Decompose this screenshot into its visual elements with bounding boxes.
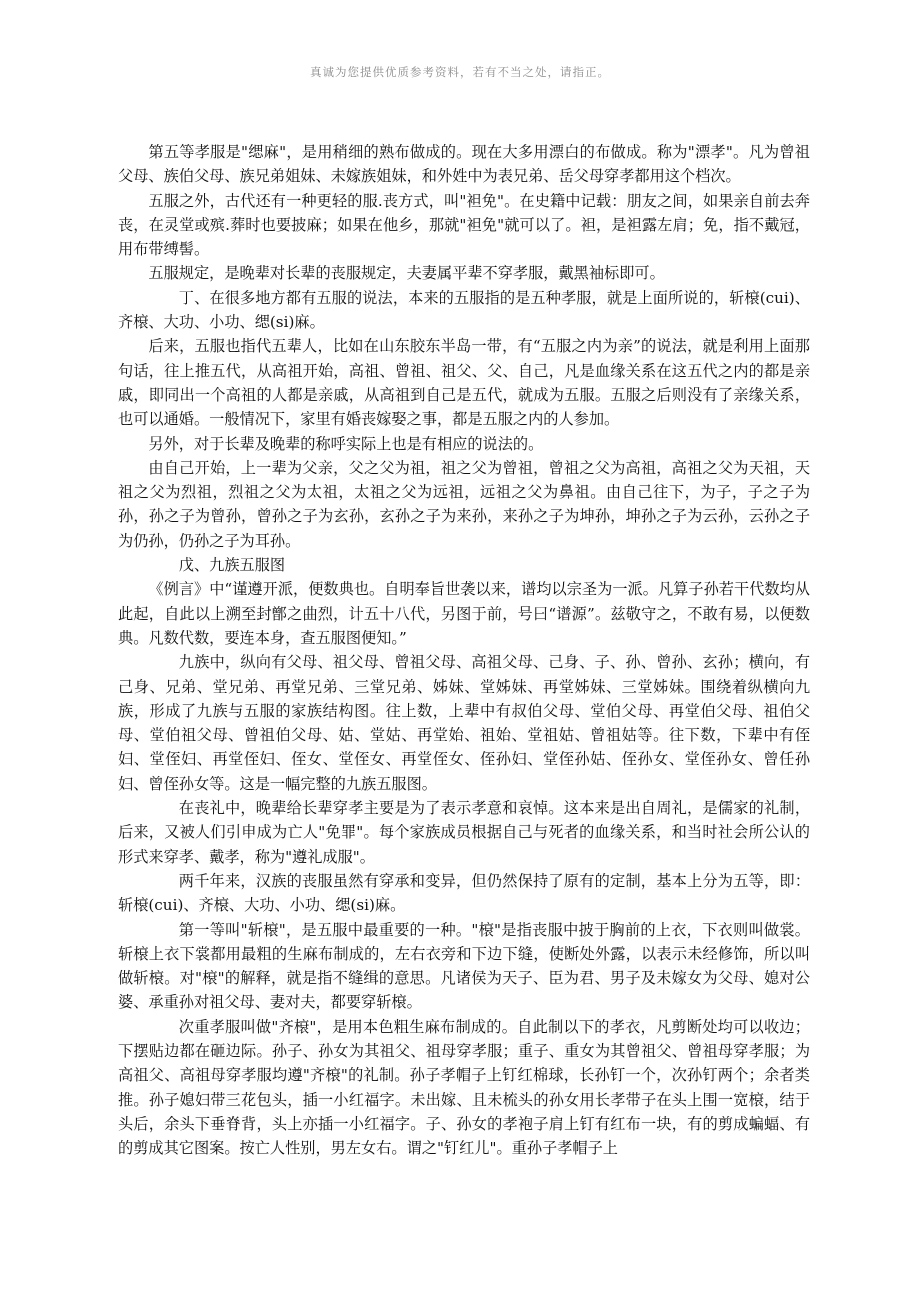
paragraph-second-grade-qicui: 次重孝服叫做"齐榱"，是用本色粗生麻布制成的。自此制以下的孝衣，凡剪断处均可以收边；下摆贴边都在砸边际。孙子、孙女为其祖父、祖母穿孝服；重子、重女为其曾祖父、曾祖母穿孝服；为高祖父、高祖母穿孝服均遵"齐榱"的礼制。孙子孝帽子上钉红棉球，长孙钉一个，次孙钉两个；余者类推。孙子媳妇带三花包头，插一小红福字。未出嫁、且未梳头的孙女用长孝带子在头上围一宽榱，结于头后，余头下垂脊背，头上亦插一小红福字。子、孙女的孝袍子肩上钉有红布一块，有的剪成蝙蝠、有的剪成其它图案。按亡人性别，男左女右。谓之"钉红儿"。重孙子孝帽子上 <box>118 1017 810 1158</box>
paragraph-five-generations: 后来，五服也指代五辈人，比如在山东胶东半岛一带，有“五服之内为亲”的说法，就是利用上面那句话，往上推五代，从高祖开始，高祖、曾祖、祖父、父、自己，凡是血缘关系在这五代之内的都是亲戚，即同出一个高祖的人都是亲戚，从高祖到自己是五代，就成为五服。五服之后则没有了亲缘关系，也可以通婚。一般情况下，家里有婚丧嫁娶之事，都是五服之内的人参加。 <box>118 337 810 429</box>
paragraph-liyan-quote: 《例言》中“谨遵开派，便数典也。自明奉旨世袭以来，谱均以宗圣为一派。凡算子孙若干代数均从此起，自此以上溯至封鄫之曲烈，计五十八代，另图于前，号曰“谱源”。兹敬守之，不敢有易，以便数典。凡数代数，要连本身，查五服图便知。” <box>118 580 810 647</box>
paragraph-section-ding: 丁、在很多地方都有五服的说法，本来的五服指的是五种孝服，就是上面所说的，斩榱(cui)、齐榱、大功、小功、缌(si)麻。 <box>118 288 810 332</box>
paragraph-mourning-fifth-grade: 第五等孝服是"缌麻"，是用稍细的熟布做成的。现在大多用漂白的布做成。称为"漂孝"。凡为曾祖父母、族伯父母、族兄弟姐妹、未嫁族姐妹，和外姓中为表兄弟、岳父母穿孝都用这个档次。 <box>118 143 810 186</box>
paragraph-address-terms: 另外，对于长辈及晚辈的称呼实际上也是有相应的说法的。 <box>148 434 544 453</box>
paragraph-funeral-rites: 在丧礼中，晚辈给长辈穿孝主要是为了表示孝意和哀悼。这本来是出自周礼，是儒家的礼制，后来，又被人们引申成为亡人"免罪"。每个家族成员根据自己与死者的血缘关系，和当时社会所公认的形式来穿孝、戴孝，称为"遵礼成服"。 <box>118 799 810 866</box>
paragraph-nine-clans: 九族中，纵向有父母、祖父母、曾祖父母、高祖父母、己身、子、孙、曾孙、玄孙；横向，有己身、兄弟、堂兄弟、再堂兄弟、三堂兄弟、姊妹、堂姊妹、再堂姊妹、三堂姊妹。围绕着纵横向九族，形成了九族与五服的家族结构图。往上数，上辈中有叔伯父母、堂伯父母、再堂伯父母、祖伯父母、堂伯祖父母、曾祖伯父母、姑、堂姑、再堂始、祖始、堂祖姑、曾祖姑等。往下数，下辈中有侄妇、堂侄妇、再堂侄妇、侄女、堂侄女、再堂侄女、侄孙妇、堂侄孙姑、侄孙女、堂侄孙女、曾任孙妇、曾侄孙女等。这是一幅完整的九族五服图。 <box>118 653 810 793</box>
paragraph-two-thousand-years: 两千年来，汉族的丧服虽然有穿承和变异，但仍然保持了原有的定制，基本上分为五等，即：斩榱(cui)、齐榱、大功、小功、缌(si)麻。 <box>118 871 810 915</box>
paragraph-first-grade-zhancui: 第一等叫"斩榱"，是五服中最重要的一种。"榱"是指丧服中披于胸前的上衣，下衣则叫做裳。斩榱上衣下裳都用最粗的生麻布制成的，左右衣旁和下边下缝，使断处外露，以表示未经修饰，所以叫做斩榱。对"榱"的解释，就是指不缝缉的意思。凡诸侯为天子、臣为君、男子及未嫁女为父母、媳对公婆、承重孙对祖父母、妻对夫，都要穿斩榱。 <box>118 920 810 1012</box>
page-header-note: 真诚为您提供优质参考资料，若有不当之处，请指正。 <box>310 65 610 79</box>
section-heading-wu: 戊、九族五服图 <box>178 556 286 575</box>
paragraph-five-fu-rule: 五服规定，是晚辈对长辈的丧服规定，夫妻属平辈不穿孝服，戴黑袖标即可。 <box>148 264 665 283</box>
paragraph-ancestor-names: 由自己开始，上一辈为父亲，父之父为祖，祖之父为曾祖，曾祖之父为高祖，高祖之父为天祖，天祖之父为烈祖，烈祖之父为太祖，太祖之父为远祖，远祖之父为鼻祖。由自己往下，为子，子之子为孙，孙之子为曾孙，曾孙之子为玄孙，玄孙之子为来孙，来孙之子为坤孙，坤孙之子为云孙，云孙之子为仍孙，仍孙之子为耳孙。 <box>118 458 810 550</box>
paragraph-tanmian: 五服之外，古代还有一种更轻的服.丧方式，叫"袒免"。在史籍中记载：朋友之间，如果亲自前去奔丧，在灵堂或殡.葬时也要披麻；如果在他乡，那就"袒免"就可以了。袒，是袒露左肩；免，指不戴冠，用布带缚髻。 <box>118 191 810 259</box>
document-body <box>118 140 810 1160</box>
